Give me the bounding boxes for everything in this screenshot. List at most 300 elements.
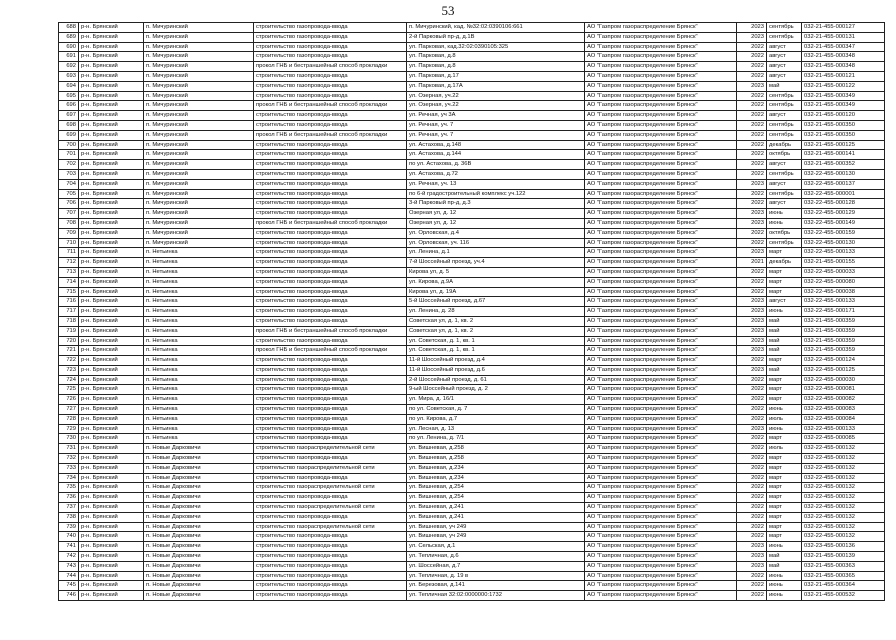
contractor-cell: АО "Газпром газораспределение Брянск" <box>585 111 737 121</box>
district-cell: р-н. Брянский <box>79 385 144 395</box>
month-cell: сентябрь <box>767 169 802 179</box>
contractor-cell: АО "Газпром газораспределение Брянск" <box>585 385 737 395</box>
row-number: 743 <box>59 561 79 571</box>
address-cell: Озерная ул, д. 12 <box>407 209 585 219</box>
month-cell: сентябрь <box>767 101 802 111</box>
registry-code-cell: 032-21-455-000348 <box>802 62 885 72</box>
contractor-cell: АО "Газпром газораспределение Брянск" <box>585 238 737 248</box>
registry-code-cell: 032-22-455-000133 <box>802 248 885 258</box>
month-cell: июль <box>767 444 802 454</box>
address-cell: ул. Орловская, уч. 116 <box>407 238 585 248</box>
contractor-cell: АО "Газпром газораспределение Брянск" <box>585 287 737 297</box>
district-cell: р-н. Брянский <box>79 356 144 366</box>
row-number: 742 <box>59 552 79 562</box>
month-cell: март <box>767 532 802 542</box>
address-cell: 2-й Шоссейный проезд, д. 61 <box>407 375 585 385</box>
district-cell: р-н. Брянский <box>79 258 144 268</box>
year-cell: 2022 <box>737 277 767 287</box>
table-row <box>59 199 885 209</box>
table-row <box>59 52 885 62</box>
settlement-cell: п. Нетьинка <box>144 267 254 277</box>
district-cell: р-н. Брянский <box>79 395 144 405</box>
district-cell: р-н. Брянский <box>79 307 144 317</box>
work-type-cell: строительство газораспределительной сети <box>254 503 407 513</box>
settlement-cell: п. Нетьинка <box>144 307 254 317</box>
contractor-cell: АО "Газпром газораспределение Брянск" <box>585 258 737 268</box>
address-cell: 9-ый Шоссейный проезд, д. 2 <box>407 385 585 395</box>
contractor-cell: АО "Газпром газораспределение Брянск" <box>585 414 737 424</box>
table-row <box>59 23 885 33</box>
contractor-cell: АО "Газпром газораспределение Брянск" <box>585 326 737 336</box>
year-cell: 2023 <box>737 561 767 571</box>
table-row <box>59 32 885 42</box>
district-cell: р-н. Брянский <box>79 561 144 571</box>
year-cell: 2023 <box>737 218 767 228</box>
table-row <box>59 248 885 258</box>
contractor-cell: АО "Газпром газораспределение Брянск" <box>585 169 737 179</box>
year-cell: 2023 <box>737 32 767 42</box>
contractor-cell: АО "Газпром газораспределение Брянск" <box>585 542 737 552</box>
settlement-cell: п. Нетьинка <box>144 248 254 258</box>
registry-code-cell: 032-22-455-000124 <box>802 356 885 366</box>
work-type-cell: строительство газопровода-ввода <box>254 199 407 209</box>
table-row <box>59 571 885 581</box>
registry-code-cell: 032-21-455-000131 <box>802 32 885 42</box>
row-number: 712 <box>59 258 79 268</box>
settlement-cell: п. Новые Дарковичи <box>144 483 254 493</box>
address-cell: ул. Кирова, д.9А <box>407 277 585 287</box>
settlement-cell: п. Мичуринский <box>144 101 254 111</box>
year-cell: 2023 <box>737 307 767 317</box>
contractor-cell: АО "Газпром газораспределение Брянск" <box>585 248 737 258</box>
year-cell: 2022 <box>737 522 767 532</box>
registry-code-cell: 032-22-455-000132 <box>802 483 885 493</box>
settlement-cell: п. Мичуринский <box>144 111 254 121</box>
address-cell: ул. Вишневая, д.258 <box>407 454 585 464</box>
work-type-cell: строительство газопровода-ввода <box>254 493 407 503</box>
registry-code-cell: 032-21-455-000121 <box>802 71 885 81</box>
registry-code-cell: 032-22-455-000132 <box>802 473 885 483</box>
table-row <box>59 179 885 189</box>
table-row <box>59 277 885 287</box>
work-type-cell: строительство газопровода-ввода <box>254 120 407 130</box>
registry-code-cell: 032-22-455-000132 <box>802 463 885 473</box>
row-number: 727 <box>59 405 79 415</box>
address-cell: ул. Озерная, уч.22 <box>407 91 585 101</box>
month-cell: сентябрь <box>767 91 802 101</box>
registry-code-cell: 032-22-455-000133 <box>802 297 885 307</box>
table-row <box>59 140 885 150</box>
address-cell: ул. Советская, д. 1, кв. 1 <box>407 336 585 346</box>
row-number: 715 <box>59 287 79 297</box>
settlement-cell: п. Мичуринский <box>144 199 254 209</box>
work-type-cell: строительство газопровода-ввода <box>254 52 407 62</box>
work-type-cell: строительство газопровода-ввода <box>254 385 407 395</box>
settlement-cell: п. Новые Дарковичи <box>144 581 254 591</box>
row-number: 735 <box>59 483 79 493</box>
row-number: 737 <box>59 503 79 513</box>
year-cell: 2023 <box>737 365 767 375</box>
settlement-cell: п. Мичуринский <box>144 120 254 130</box>
district-cell: р-н. Брянский <box>79 346 144 356</box>
row-number: 732 <box>59 454 79 464</box>
registry-code-cell: 032-22-455-000132 <box>802 503 885 513</box>
work-type-cell: строительство газопровода-ввода <box>254 532 407 542</box>
settlement-cell: п. Новые Дарковичи <box>144 571 254 581</box>
table-row <box>59 522 885 532</box>
year-cell: 2022 <box>737 150 767 160</box>
year-cell: 2022 <box>737 434 767 444</box>
row-number: 691 <box>59 52 79 62</box>
address-cell: ул. Вишневая, д.258 <box>407 444 585 454</box>
month-cell: декабрь <box>767 258 802 268</box>
address-cell: ул. Вишневая, д.234 <box>407 463 585 473</box>
registry-code-cell: 032-21-455-000359 <box>802 336 885 346</box>
settlement-cell: п. Нетьинка <box>144 424 254 434</box>
settlement-cell: п. Мичуринский <box>144 23 254 33</box>
month-cell: август <box>767 52 802 62</box>
year-cell: 2022 <box>737 385 767 395</box>
year-cell: 2022 <box>737 405 767 415</box>
table-row <box>59 258 885 268</box>
year-cell: 2022 <box>737 512 767 522</box>
contractor-cell: АО "Газпром газораспределение Брянск" <box>585 199 737 209</box>
registry-code-cell: 032-21-455-000349 <box>802 101 885 111</box>
row-number: 738 <box>59 512 79 522</box>
row-number: 690 <box>59 42 79 52</box>
registry-code-cell: 032-21-455-000349 <box>802 91 885 101</box>
registry-code-cell: 032-22-455-000084 <box>802 414 885 424</box>
registry-code-cell: 032-22-455-000129 <box>802 209 885 219</box>
address-cell: ул. Шоссейная, д.7 <box>407 561 585 571</box>
month-cell: июнь <box>767 218 802 228</box>
row-number: 744 <box>59 571 79 581</box>
district-cell: р-н. Брянский <box>79 140 144 150</box>
month-cell: март <box>767 434 802 444</box>
district-cell: р-н. Брянский <box>79 111 144 121</box>
month-cell: май <box>767 326 802 336</box>
row-number: 720 <box>59 336 79 346</box>
contractor-cell: АО "Газпром газораспределение Брянск" <box>585 71 737 81</box>
month-cell: март <box>767 493 802 503</box>
contractor-cell: АО "Газпром газораспределение Брянск" <box>585 483 737 493</box>
month-cell: июль <box>767 414 802 424</box>
address-cell: по ул. Кирова, д.7 <box>407 414 585 424</box>
settlement-cell: п. Мичуринский <box>144 52 254 62</box>
table-row <box>59 91 885 101</box>
work-type-cell: строительство газопровода-ввода <box>254 297 407 307</box>
year-cell: 2022 <box>737 454 767 464</box>
address-cell: 5-й Шоссейный проезд, д.67 <box>407 297 585 307</box>
year-cell: 2022 <box>737 287 767 297</box>
contractor-cell: АО "Газпром газораспределение Брянск" <box>585 571 737 581</box>
month-cell: июнь <box>767 307 802 317</box>
address-cell: ул. Астахова, д.72 <box>407 169 585 179</box>
address-cell: ул. Вишневая, д.254 <box>407 493 585 503</box>
contractor-cell: АО "Газпром газораспределение Брянск" <box>585 591 737 601</box>
row-number: 739 <box>59 522 79 532</box>
contractor-cell: АО "Газпром газораспределение Брянск" <box>585 493 737 503</box>
contractor-cell: АО "Газпром газораспределение Брянск" <box>585 395 737 405</box>
address-cell: 11-й Шоссейный проезд, д.6 <box>407 365 585 375</box>
contractor-cell: АО "Газпром газораспределение Брянск" <box>585 150 737 160</box>
table-row <box>59 414 885 424</box>
year-cell: 2022 <box>737 42 767 52</box>
table-row <box>59 120 885 130</box>
table-row <box>59 454 885 464</box>
row-number: 696 <box>59 101 79 111</box>
settlement-cell: п. Нетьинка <box>144 336 254 346</box>
row-number: 717 <box>59 307 79 317</box>
district-cell: р-н. Брянский <box>79 454 144 464</box>
year-cell: 2022 <box>737 228 767 238</box>
year-cell: 2022 <box>737 532 767 542</box>
contractor-cell: АО "Газпром газораспределение Брянск" <box>585 81 737 91</box>
work-type-cell: строительство газопровода-ввода <box>254 454 407 464</box>
contractor-cell: АО "Газпром газораспределение Брянск" <box>585 23 737 33</box>
contractor-cell: АО "Газпром газораспределение Брянск" <box>585 522 737 532</box>
contractor-cell: АО "Газпром газораспределение Брянск" <box>585 52 737 62</box>
registry-code-cell: 032-21-455-000359 <box>802 316 885 326</box>
year-cell: 2023 <box>737 297 767 307</box>
month-cell: март <box>767 277 802 287</box>
table-row <box>59 493 885 503</box>
contractor-cell: АО "Газпром газораспределение Брянск" <box>585 42 737 52</box>
registry-code-cell: 032-22-455-000128 <box>802 199 885 209</box>
year-cell: 2022 <box>737 503 767 513</box>
work-type-cell: строительство газопровода-ввода <box>254 316 407 326</box>
work-type-cell: строительство газопровода-ввода <box>254 552 407 562</box>
work-type-cell: строительство газопровода-ввода <box>254 375 407 385</box>
district-cell: р-н. Брянский <box>79 101 144 111</box>
settlement-cell: п. Мичуринский <box>144 62 254 72</box>
month-cell: март <box>767 473 802 483</box>
registry-code-cell: 032-22-455-000149 <box>802 218 885 228</box>
table-row <box>59 101 885 111</box>
address-cell: ул. Тепличная, д. 19 в <box>407 571 585 581</box>
work-type-cell: строительство газопровода-ввода <box>254 336 407 346</box>
year-cell: 2023 <box>737 346 767 356</box>
address-cell: ул. Озерная, уч.22 <box>407 101 585 111</box>
month-cell: март <box>767 287 802 297</box>
settlement-cell: п. Мичуринский <box>144 218 254 228</box>
table-row <box>59 218 885 228</box>
contractor-cell: АО "Газпром газораспределение Брянск" <box>585 297 737 307</box>
table-row <box>59 62 885 72</box>
registry-code-cell: 032-21-455-000122 <box>802 81 885 91</box>
district-cell: р-н. Брянский <box>79 179 144 189</box>
registry-code-cell: 032-21-455-000365 <box>802 571 885 581</box>
month-cell: сентябрь <box>767 32 802 42</box>
work-type-cell: строительство газопровода-ввода <box>254 512 407 522</box>
district-cell: р-н. Брянский <box>79 218 144 228</box>
settlement-cell: п. Нетьинка <box>144 326 254 336</box>
registry-code-cell: 032-21-455-000350 <box>802 120 885 130</box>
year-cell: 2022 <box>737 160 767 170</box>
row-number: 695 <box>59 91 79 101</box>
month-cell: сентябрь <box>767 238 802 248</box>
work-type-cell: прокол ГНБ и бестраншейный способ прокладки <box>254 62 407 72</box>
registry-code-cell: 032-22-455-000133 <box>802 424 885 434</box>
year-cell: 2023 <box>737 326 767 336</box>
settlement-cell: п. Новые Дарковичи <box>144 552 254 562</box>
address-cell: ул. Вишневая, д.234 <box>407 473 585 483</box>
work-type-cell: строительство газораспределительной сети <box>254 463 407 473</box>
work-type-cell: строительство газопровода-ввода <box>254 71 407 81</box>
row-number: 741 <box>59 542 79 552</box>
settlement-cell: п. Мичуринский <box>144 81 254 91</box>
registry-code-cell: 032-21-455-000347 <box>802 42 885 52</box>
table-row <box>59 473 885 483</box>
year-cell: 2022 <box>737 189 767 199</box>
row-number: 714 <box>59 277 79 287</box>
month-cell: март <box>767 267 802 277</box>
row-number: 688 <box>59 23 79 33</box>
address-cell: ул. Орловская, д.4 <box>407 228 585 238</box>
district-cell: р-н. Брянский <box>79 62 144 72</box>
registry-code-cell: 032-22-455-000038 <box>802 287 885 297</box>
month-cell: март <box>767 395 802 405</box>
year-cell: 2022 <box>737 91 767 101</box>
district-cell: р-н. Брянский <box>79 297 144 307</box>
work-type-cell: строительство газопровода-ввода <box>254 267 407 277</box>
month-cell: март <box>767 503 802 513</box>
settlement-cell: п. Новые Дарковичи <box>144 463 254 473</box>
table-row <box>59 71 885 81</box>
row-number: 701 <box>59 150 79 160</box>
address-cell: ул. Астахова, д.148 <box>407 140 585 150</box>
settlement-cell: п. Нетьинка <box>144 365 254 375</box>
table-row <box>59 365 885 375</box>
registry-code-cell: 032-22-455-000080 <box>802 277 885 287</box>
district-cell: р-н. Брянский <box>79 81 144 91</box>
district-cell: р-н. Брянский <box>79 91 144 101</box>
registry-code-cell: 032-21-455-000155 <box>802 258 885 268</box>
district-cell: р-н. Брянский <box>79 581 144 591</box>
settlement-cell: п. Новые Дарковичи <box>144 454 254 464</box>
address-cell: ул. Парковая, кад.32:02:0390105:325 <box>407 42 585 52</box>
address-cell: ул. Советская, д. 1, кв. 1 <box>407 346 585 356</box>
registry-code-cell: 032-22-455-000159 <box>802 228 885 238</box>
address-cell: ул. Тепличная 32:02:0000000:1732 <box>407 591 585 601</box>
settlement-cell: п. Нетьинка <box>144 277 254 287</box>
settlement-cell: п. Нетьинка <box>144 405 254 415</box>
settlement-cell: п. Нетьинка <box>144 356 254 366</box>
row-number: 709 <box>59 228 79 238</box>
registry-code-cell: 032-22-455-000030 <box>802 375 885 385</box>
district-cell: р-н. Брянский <box>79 336 144 346</box>
registry-code-cell: 032-21-455-000359 <box>802 326 885 336</box>
district-cell: р-н. Брянский <box>79 493 144 503</box>
row-number: 719 <box>59 326 79 336</box>
settlement-cell: п. Нетьинка <box>144 316 254 326</box>
year-cell: 2023 <box>737 316 767 326</box>
row-number: 722 <box>59 356 79 366</box>
month-cell: март <box>767 454 802 464</box>
row-number: 710 <box>59 238 79 248</box>
registry-code-cell: 032-21-455-000350 <box>802 130 885 140</box>
row-number: 703 <box>59 169 79 179</box>
registry-code-cell: 032-21-455-000125 <box>802 140 885 150</box>
work-type-cell: строительство газопровода-ввода <box>254 561 407 571</box>
address-cell: по ул. Советская, д. 7 <box>407 405 585 415</box>
address-cell: ул. Вишневая, д.241 <box>407 503 585 513</box>
settlement-cell: п. Мичуринский <box>144 32 254 42</box>
work-type-cell: строительство газопровода-ввода <box>254 179 407 189</box>
row-number: 723 <box>59 365 79 375</box>
registry-code-cell: 032-21-455-000141 <box>802 150 885 160</box>
work-type-cell: строительство газораспределительной сети <box>254 444 407 454</box>
address-cell: ул. Речная, уч. 7 <box>407 120 585 130</box>
settlement-cell: п. Мичуринский <box>144 150 254 160</box>
row-number: 726 <box>59 395 79 405</box>
work-type-cell: прокол ГНБ и бестраншейный способ прокладки <box>254 346 407 356</box>
table-row <box>59 81 885 91</box>
address-cell: ул. Ленина, д. 28 <box>407 307 585 317</box>
contractor-cell: АО "Газпром газораспределение Брянск" <box>585 267 737 277</box>
work-type-cell: строительство газопровода-ввода <box>254 238 407 248</box>
contractor-cell: АО "Газпром газораспределение Брянск" <box>585 179 737 189</box>
table-row <box>59 561 885 571</box>
work-type-cell: строительство газопровода-ввода <box>254 169 407 179</box>
registry-code-cell: 032-21-455-000532 <box>802 591 885 601</box>
settlement-cell: п. Новые Дарковичи <box>144 561 254 571</box>
contractor-cell: АО "Газпром газораспределение Брянск" <box>585 503 737 513</box>
row-number: 707 <box>59 209 79 219</box>
work-type-cell: строительство газопровода-ввода <box>254 365 407 375</box>
year-cell: 2023 <box>737 424 767 434</box>
contractor-cell: АО "Газпром газораспределение Брянск" <box>585 356 737 366</box>
contractor-cell: АО "Газпром газораспределение Брянск" <box>585 228 737 238</box>
address-cell: ул. Парковая, д.8 <box>407 52 585 62</box>
registry-code-cell: 032-22-455-000132 <box>802 512 885 522</box>
registry-code-cell: 032-22-455-000033 <box>802 267 885 277</box>
month-cell: сентябрь <box>767 130 802 140</box>
row-number: 711 <box>59 248 79 258</box>
month-cell: март <box>767 385 802 395</box>
month-cell: июнь <box>767 424 802 434</box>
year-cell: 2023 <box>737 209 767 219</box>
work-type-cell: строительство газопровода-ввода <box>254 571 407 581</box>
year-cell: 2023 <box>737 179 767 189</box>
row-number: 704 <box>59 179 79 189</box>
month-cell: август <box>767 71 802 81</box>
year-cell: 2022 <box>737 356 767 366</box>
contractor-cell: АО "Газпром газораспределение Брянск" <box>585 512 737 522</box>
settlement-cell: п. Новые Дарковичи <box>144 532 254 542</box>
settlement-cell: п. Новые Дарковичи <box>144 512 254 522</box>
contractor-cell: АО "Газпром газораспределение Брянск" <box>585 365 737 375</box>
contractor-cell: АО "Газпром газораспределение Брянск" <box>585 473 737 483</box>
settlement-cell: п. Мичуринский <box>144 71 254 81</box>
settlement-cell: п. Мичуринский <box>144 42 254 52</box>
district-cell: р-н. Брянский <box>79 209 144 219</box>
year-cell: 2022 <box>737 463 767 473</box>
contractor-cell: АО "Газпром газораспределение Брянск" <box>585 561 737 571</box>
registry-code-cell: 032-22-455-000081 <box>802 385 885 395</box>
table-row <box>59 532 885 542</box>
registry-code-cell: 032-22-455-000125 <box>802 365 885 375</box>
settlement-cell: п. Нетьинка <box>144 434 254 444</box>
contractor-cell: АО "Газпром газораспределение Брянск" <box>585 91 737 101</box>
table-row <box>59 228 885 238</box>
registry-code-cell: 032-22-455-000001 <box>802 189 885 199</box>
work-type-cell: строительство газопровода-ввода <box>254 307 407 317</box>
registry-code-cell: 032-21-455-000120 <box>802 111 885 121</box>
row-number: 730 <box>59 434 79 444</box>
table-row <box>59 209 885 219</box>
year-cell: 2023 <box>737 552 767 562</box>
